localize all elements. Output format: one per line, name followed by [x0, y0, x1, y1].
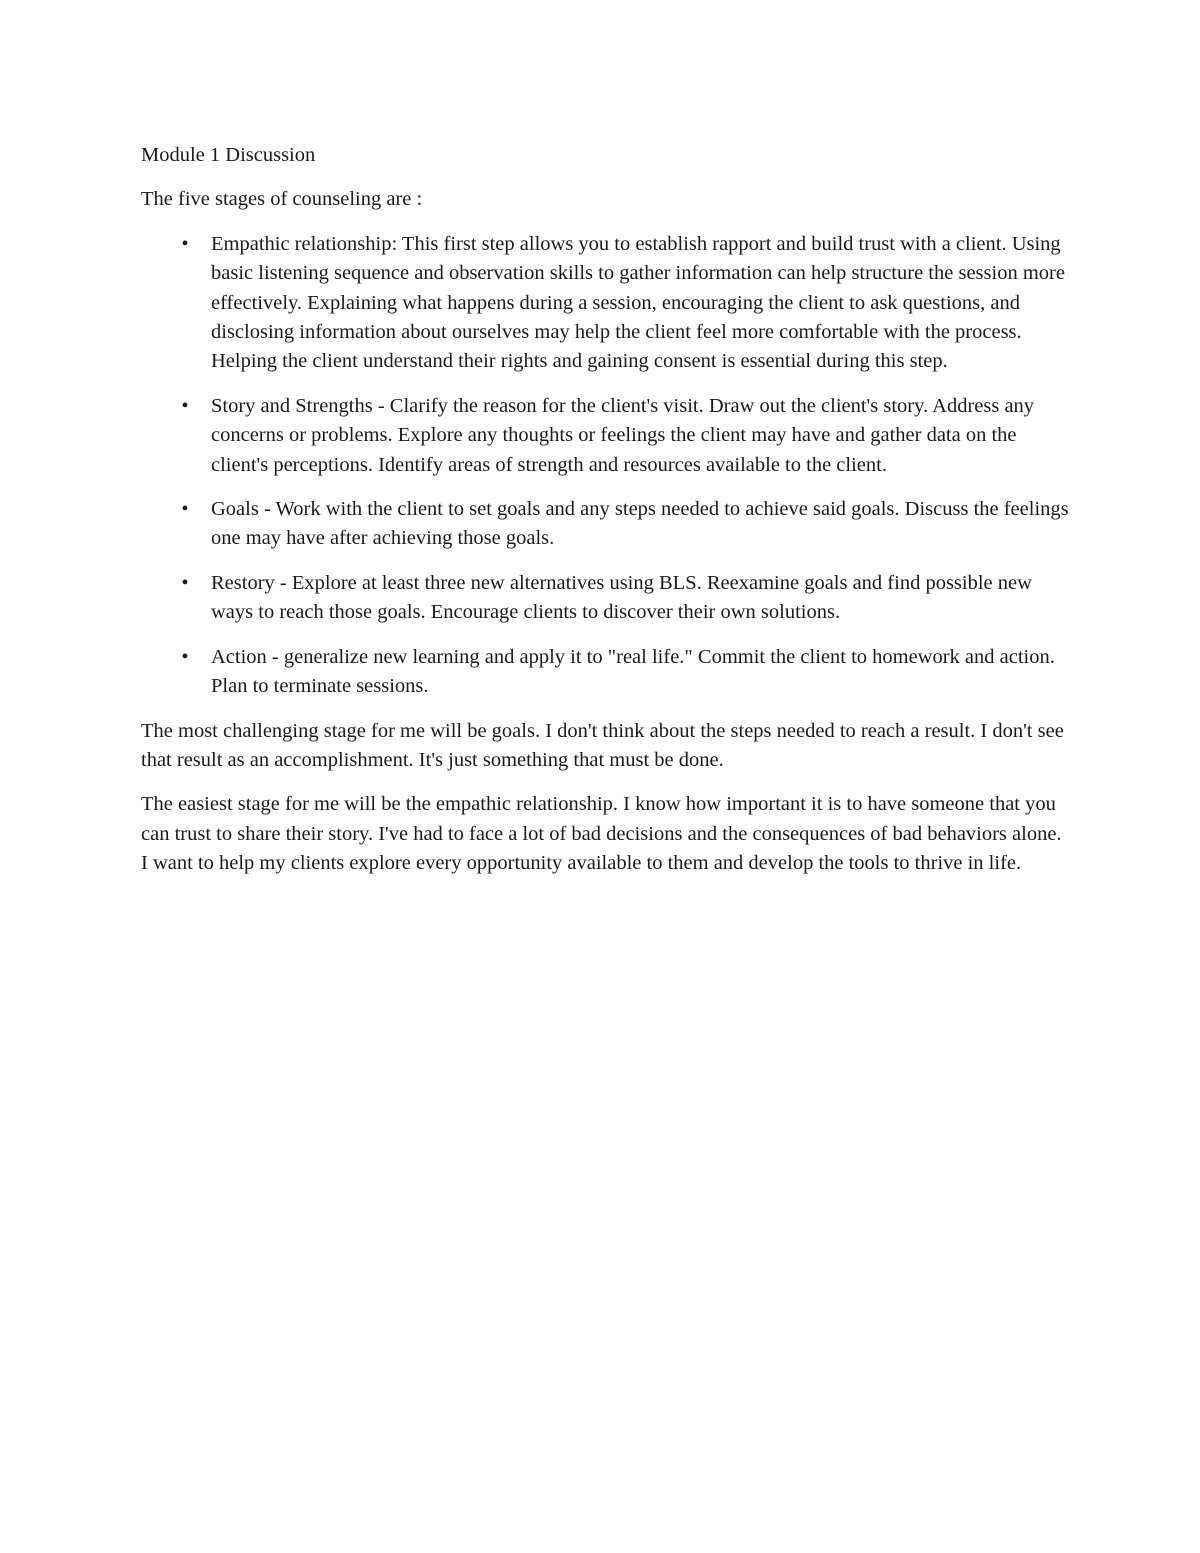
- bullet-icon: •: [181, 394, 189, 417]
- stage-text: Goals - Work with the client to set goals and any steps needed to achieve said goals. Discuss the feelings one may have after achieving those goals.: [211, 498, 1069, 550]
- bullet-icon: •: [181, 498, 189, 521]
- bullet-icon: •: [181, 232, 189, 255]
- stage-text: Story and Strengths - Clarify the reason for the client's visit. Draw out the client's story. Address any concerns or problems. Explore any thoughts or feelings the client may have and gather data on the client's perceptions. Identify areas of strength and resources available to the client.: [211, 394, 1035, 476]
- stage-text: Action - generalize new learning and apply it to "real life." Commit the client to homework and action. Plan to terminate sessions.: [211, 645, 1055, 698]
- list-item: [141, 643, 1071, 702]
- list-item: [141, 569, 1071, 628]
- stage-text: Restory - Explore at least three new alternatives using BLS. Reexamine goals and find possible new ways to reach those goals. Encourage clients to discover their own solutions.: [211, 571, 1032, 624]
- challenging-stage-paragraph: The most challenging stage for me will be goals. I don't think about the steps needed to reach a result. I don't see that result as an accomplishment. It's just something that must be done.: [141, 719, 1064, 771]
- list-item: [141, 230, 1071, 377]
- stages-list: [141, 230, 1071, 702]
- bullet-icon: •: [181, 571, 189, 594]
- document-title: Module 1 Discussion: [141, 144, 316, 166]
- bullet-icon: •: [181, 645, 189, 668]
- list-item: [141, 392, 1071, 480]
- list-item: [141, 495, 1071, 554]
- intro-paragraph: The five stages of counseling are :: [141, 188, 423, 211]
- document-body: [141, 141, 1071, 894]
- easiest-stage-paragraph: The easiest stage for me will be the empathic relationship. I know how important it is to have someone that you can trust to share their story. I've had to face a lot of bad decisions and the consequences of bad behaviors alone. I want to help my clients explore every opportunity available to them and develop the tools to thrive in life.: [141, 793, 1062, 875]
- stage-text: Empathic relationship: This first step allows you to establish rapport and build trust with a client. Using basic listening sequence and observation skills to gather information can help structure the session more effectively. Explaining what happens during a session, encouraging the client to ask questions, and disclosing information about ourselves may help the client feel more comfortable with the process. Helping the client understand their rights and gaining consent is essential during this step.: [211, 232, 1065, 373]
